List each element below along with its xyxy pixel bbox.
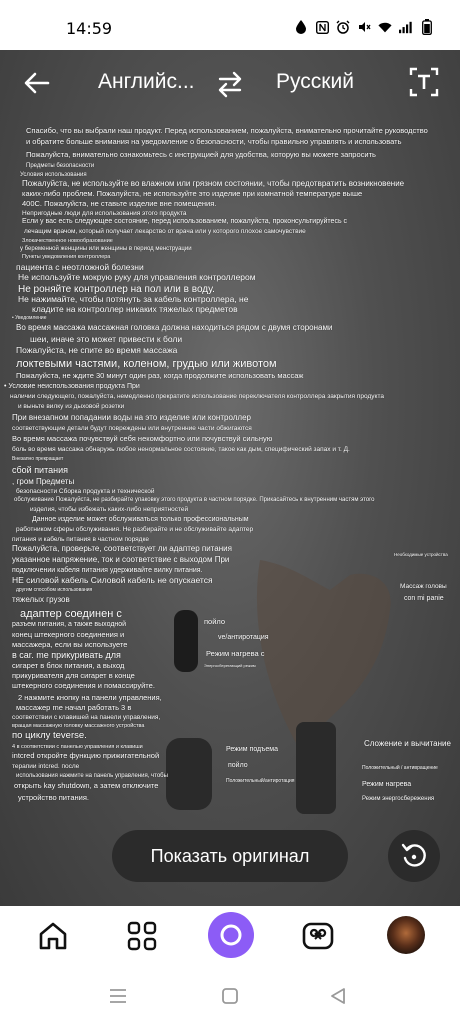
doc-line: вращая массажную головку массажного устройства xyxy=(12,723,145,729)
doc-line: • Условие неиспользования продукта При xyxy=(4,383,140,390)
doc-line: ve/антиротация xyxy=(218,634,269,641)
doc-line: Режим подъема xyxy=(226,746,278,753)
doc-line: Энергосберегающий режим xyxy=(204,663,256,668)
water-drop-icon xyxy=(294,20,308,34)
system-navigation xyxy=(0,968,460,1024)
doc-line: 2 нажмите кнопку на панели управления, xyxy=(18,693,162,702)
text-mode-icon[interactable] xyxy=(408,66,440,98)
doc-line: Если у вас есть следующее состояние, перед использованием, пожалуйста, проконсультируйтесь с xyxy=(22,218,348,225)
signal-icon xyxy=(399,20,413,34)
doc-line: обслуживание Пожалуйста, не разбирайте упаковку этого продукта в частном порядке. Прикасайтесь к внутренним частям этого xyxy=(14,497,375,503)
translator-toolbar xyxy=(0,50,460,120)
doc-line: 400С. Пожалуйста, не ставьте изделие вне помещения. xyxy=(22,199,217,208)
rotate-button[interactable] xyxy=(388,830,440,882)
doc-line: Предметы безопасности xyxy=(26,163,95,169)
doc-line: Внезапно прекращает xyxy=(12,456,64,462)
doc-line: соответствии с клавишей на панели управления, xyxy=(12,714,161,721)
doc-line: штекерного соединения и помассируйте. xyxy=(12,681,155,690)
doc-line: Необходимые устройства xyxy=(394,552,448,557)
doc-line: con mi panie xyxy=(404,595,444,602)
translated-photo xyxy=(0,50,460,906)
doc-line: адаптер соединен с xyxy=(20,608,122,620)
home-button-icon[interactable] xyxy=(218,984,242,1008)
doc-line: Злокачественное новообразование xyxy=(22,238,113,244)
back-arrow-icon[interactable] xyxy=(20,66,54,100)
doc-line: соответствующие детали будут повреждены или внутренние части обжигаются xyxy=(12,425,252,432)
doc-line: шеи, иначе это может привести к боли xyxy=(30,334,183,344)
doc-line: Не используйте мокрую руку для управления контроллером xyxy=(18,272,256,282)
doc-line: Режим энергосбережения xyxy=(362,796,435,802)
doc-line: Непригодные люди для использования этого продукта xyxy=(22,210,187,217)
doc-line: у беременной женщины или женщины в период менструации xyxy=(20,246,192,252)
doc-line: При внезапном попадании воды на это изделие или контроллер xyxy=(12,413,251,422)
doc-line: пойло xyxy=(228,762,248,769)
doc-line: Условия использования xyxy=(20,172,87,178)
doc-line: Режим нагрева с xyxy=(206,649,265,658)
doc-line: разъем питания, а также выходной xyxy=(12,621,127,628)
doc-line: Пожалуйста, проверьте, соответствует ли адаптер питания xyxy=(12,544,232,553)
swap-languages-icon[interactable] xyxy=(214,68,246,100)
rotate-icon xyxy=(399,841,429,871)
doc-line: Во время массажа массажная головка должна находиться рядом с двумя сторонами xyxy=(16,323,333,332)
source-language-selector[interactable]: Английс... xyxy=(98,70,195,93)
doc-line: использования нажмите на панель управления, чтобы xyxy=(16,773,168,779)
doc-line: Данное изделие может обслуживаться только профессиональным xyxy=(32,516,249,523)
doc-line: локтевыми частями, коленом, грудью или животом xyxy=(16,358,277,370)
doc-line: Массаж головы xyxy=(400,583,447,590)
doc-line: и выньте вилку из дыховой розетки xyxy=(18,403,125,410)
doc-line: другим способом использования xyxy=(16,587,93,593)
doc-line: питания и кабель питания в частном порядке xyxy=(12,536,149,543)
alice-assistant-button[interactable] xyxy=(208,912,254,958)
doc-line: массажер me начал работать 3 в xyxy=(16,703,132,712)
wifi-icon xyxy=(378,20,392,34)
doc-line: сбой питания xyxy=(12,465,68,475)
alice-icon xyxy=(218,922,244,948)
target-language-selector[interactable]: Русский xyxy=(276,70,354,93)
doc-line: указанное напряжение, ток и соответствие с выходом При xyxy=(12,555,230,564)
mute-icon xyxy=(357,20,371,34)
doc-line: безопасности Сборка продукта и технической xyxy=(16,488,155,495)
doc-line: Сложение и вычитание xyxy=(364,739,451,748)
doc-line: Пункты уведомления контроллера xyxy=(22,254,111,260)
doc-line: Режим нагрева xyxy=(362,781,412,788)
doc-line: тяжелых грузов xyxy=(12,595,70,604)
translated-document xyxy=(0,50,460,906)
doc-line: по циклу teverse. xyxy=(12,730,87,741)
doc-line: Пожалуйста, не ждите 30 минут один раз, когда продолжите использовать массаж xyxy=(16,371,304,380)
doc-line: Пожалуйста, не используйте во влажном или грязном состоянии, чтобы предотвратить возникновение xyxy=(22,179,405,188)
doc-line: кладите на контроллер никаких тяжелых предметов xyxy=(32,304,238,314)
nfc-icon xyxy=(315,20,329,34)
status-icons xyxy=(294,20,434,34)
doc-line: лечащим врачом, который получает лекарство от врача или у которого плохое самочувствие xyxy=(24,228,306,235)
doc-line: пойло xyxy=(204,617,226,626)
avatar[interactable] xyxy=(387,916,425,954)
doc-line: открыть kay shutdown, а затем отключите xyxy=(14,781,159,790)
doc-line: Положительный / антивращение xyxy=(362,765,438,771)
doc-line: Во время массажа почувствуй себя некомфортно или почувствуй сильную xyxy=(12,434,273,443)
tabs-icon[interactable] xyxy=(298,916,338,956)
battery-icon xyxy=(420,20,434,34)
services-grid-icon[interactable] xyxy=(122,916,162,956)
doc-line: intcred откройте функцию прижигательной xyxy=(12,751,160,760)
alarm-icon xyxy=(336,20,350,34)
doc-line: наличии следующего, пожалуйста, немедленно прекратите использование переключателя контроллера закрытия продукта xyxy=(10,393,384,400)
doc-line: терапии intcred. после xyxy=(12,763,80,770)
doc-line: 4 в соответствии с панелью управления и клавиши xyxy=(12,744,143,750)
doc-line: Положительный/антиротация xyxy=(226,778,295,784)
doc-line: Пожалуйста, внимательно ознакомьтесь с инструкцией для удобства, которую вы можете запросить xyxy=(26,150,376,159)
doc-line: и обратите больше внимания на уведомление о безопасности, чтобы правильно управлять и использовать xyxy=(26,137,402,146)
status-bar xyxy=(0,0,460,50)
doc-line: Не роняйте контроллер на пол или в воду. xyxy=(18,284,215,295)
recent-apps-icon[interactable] xyxy=(106,984,130,1008)
doc-line: НЕ силовой кабель Силовой кабель не опускается xyxy=(12,575,213,585)
doc-line: в car. me прикуривать для xyxy=(12,650,121,660)
doc-line: , гром Предметы xyxy=(12,477,75,486)
status-time: 14:59 xyxy=(66,19,113,38)
doc-line: работником сферы обслуживания. Не разбирайте и не обслуживайте адаптер xyxy=(16,526,254,533)
doc-line: конец штекерного соединения и xyxy=(12,630,125,639)
doc-line: • Уведомление xyxy=(12,315,47,321)
doc-line: устройство питания. xyxy=(18,793,89,802)
show-original-button[interactable]: Показать оригинал xyxy=(112,830,348,882)
doc-line: боль во время массажа обнаружь любое ненормальное состояние, такое как дым, специфический запах и т. Д. xyxy=(12,446,350,453)
back-button-icon[interactable] xyxy=(326,984,350,1008)
doc-line: прикуривателя для сигарет в конце xyxy=(12,671,135,680)
doc-line: каких-либо проблем. Пожалуйста, не используйте это изделие при комнатной температуре выше xyxy=(22,189,363,198)
doc-line: Пожалуйста, не спите во время массажа xyxy=(16,345,178,355)
doc-line: подключении кабеля питания удерживайте вилку питания. xyxy=(12,567,203,574)
doc-line: пациента с неотложной болезни xyxy=(16,262,144,272)
home-icon[interactable] xyxy=(33,916,73,956)
doc-line: Спасибо, что вы выбрали наш продукт. Перед использованием, пожалуйста, внимательно прочитайте руководство xyxy=(26,126,428,135)
doc-line: сигарет в блок питания, а выход xyxy=(12,661,125,670)
doc-line: изделия, чтобы избежать каких-либо неприятностей xyxy=(30,506,189,513)
doc-line: Не нажимайте, чтобы потянуть за кабель контроллера, не xyxy=(18,294,249,304)
bottom-navigation xyxy=(0,906,460,968)
doc-line: массажера, если вы используете xyxy=(12,640,128,649)
